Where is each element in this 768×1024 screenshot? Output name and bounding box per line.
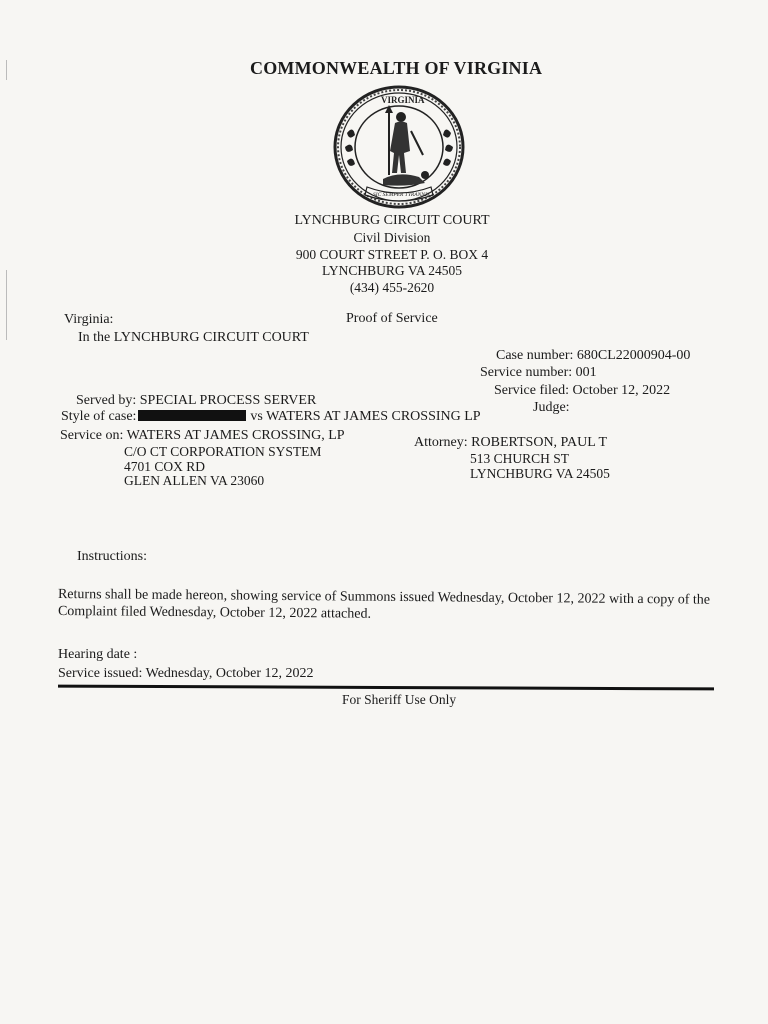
- document-title: COMMONWEALTH OF VIRGINIA: [250, 58, 543, 78]
- scan-edge-mark: [6, 60, 7, 80]
- returns-line-2: Complaint filed Wednesday, October 12, 2022 attached.: [57, 604, 372, 622]
- virginia-label: Virginia:: [64, 312, 114, 327]
- attorney-line: 513 CHURCH ST: [470, 451, 570, 466]
- proof-of-service-title: Proof of Service: [346, 311, 438, 326]
- service-on-line: 4701 COX RD: [124, 459, 206, 474]
- court-street: 900 COURT STREET P. O. BOX 4: [295, 247, 489, 262]
- court-name: LYNCHBURG CIRCUIT COURT: [294, 213, 490, 228]
- style-of-case: [61, 408, 481, 425]
- case-number: Case number: 680CL22000904-00: [496, 348, 691, 363]
- seal-motto: SIC SEMPER TYRANNIS: [373, 192, 430, 198]
- scan-edge-mark: [6, 270, 7, 340]
- attorney-line: LYNCHBURG VA 24505: [470, 466, 610, 481]
- attorney: Attorney: ROBERTSON, PAUL T: [414, 435, 608, 450]
- court-line: In the LYNCHBURG CIRCUIT COURT: [78, 330, 309, 345]
- virginia-seal-icon: [331, 83, 467, 211]
- served-by: Served by: SPECIAL PROCESS SERVER: [76, 393, 317, 408]
- instructions-label: Instructions:: [77, 549, 147, 564]
- style-of-case-label: Style of case:: [61, 409, 137, 424]
- court-city: LYNCHBURG VA 24505: [322, 263, 462, 278]
- returns-line-1: Returns shall be made hereon, showing service of Summons issued Wednesday, October 12, 2022 with a copy of the: [57, 587, 711, 608]
- service-number: Service number: 001: [480, 365, 597, 380]
- seal-top-text: VIRGINIA: [381, 95, 425, 105]
- service-on-line: C/O CT CORPORATION SYSTEM: [124, 444, 322, 459]
- style-of-case-parties: vs WATERS AT JAMES CROSSING LP: [250, 409, 481, 424]
- service-on-line: GLEN ALLEN VA 23060: [124, 473, 265, 488]
- service-on: Service on: WATERS AT JAMES CROSSING, LP: [60, 428, 345, 443]
- divider-rule: [58, 685, 714, 691]
- court-phone: (434) 455-2620: [349, 280, 435, 295]
- sheriff-use-label: For Sheriff Use Only: [342, 692, 457, 707]
- court-division: Civil Division: [353, 230, 431, 245]
- hearing-date: Hearing date :: [58, 647, 138, 662]
- service-issued: Service issued: Wednesday, October 12, 2022: [58, 666, 314, 681]
- judge-label: Judge:: [533, 400, 570, 415]
- service-filed: Service filed: October 12, 2022: [494, 383, 671, 398]
- redacted-name: [138, 410, 246, 421]
